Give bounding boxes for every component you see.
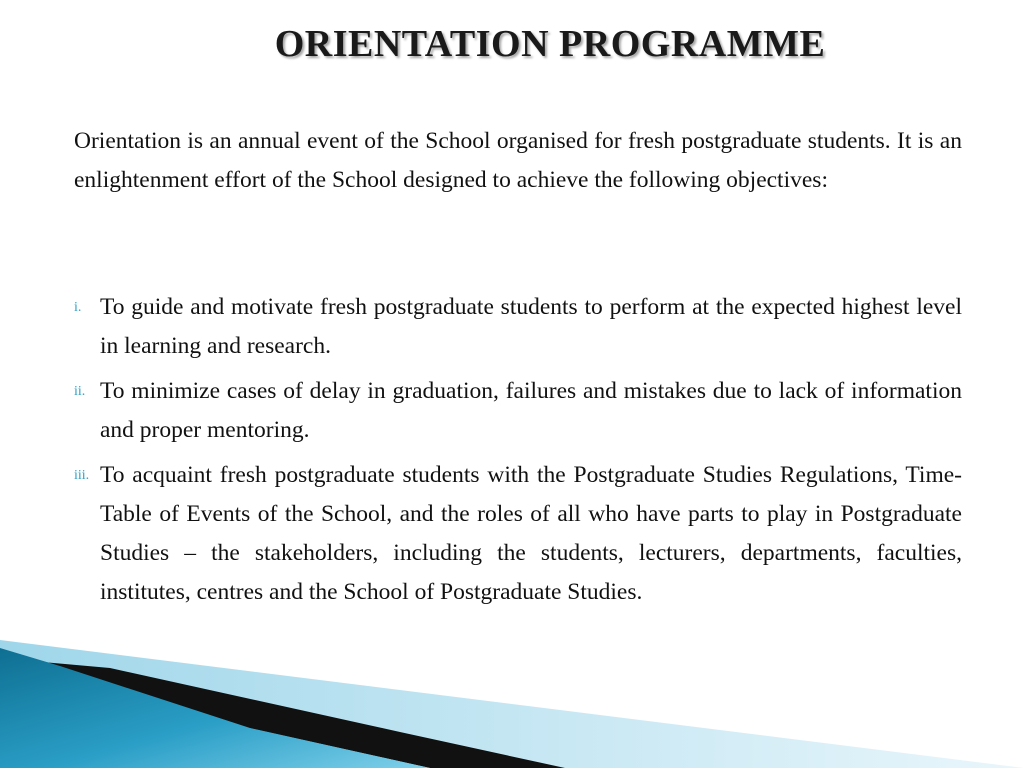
list-item: [74, 288, 962, 366]
objective-text: To minimize cases of delay in graduation, failures and mistakes due to lack of information and proper mentoring.: [100, 378, 962, 443]
list-numeral: ii.: [74, 384, 86, 399]
intro-paragraph: Orientation is an annual event of the School organised for fresh postgraduate students. It is an enlightenment effort of the School designed to achieve the following objectives:: [74, 128, 962, 193]
page-title: ORIENTATION PROGRAMME: [274, 23, 826, 65]
list-item: [74, 456, 962, 612]
list-numeral: iii.: [74, 468, 90, 483]
list-item: [74, 372, 962, 450]
objective-text: To acquaint fresh postgraduate students with the Postgraduate Studies Regulations, Time-Table of Events of the School, and the roles of all who have parts to play in Postgraduate Studies – the stakeholders, including the students, lecturers, departments, faculties, institutes, centres and the School of Postgraduate Studies.: [100, 462, 962, 605]
objective-text: To guide and motivate fresh postgraduate students to perform at the expected highest level in learning and research.: [100, 294, 962, 359]
list-numeral: i.: [74, 300, 82, 315]
objectives-list: [74, 288, 962, 618]
